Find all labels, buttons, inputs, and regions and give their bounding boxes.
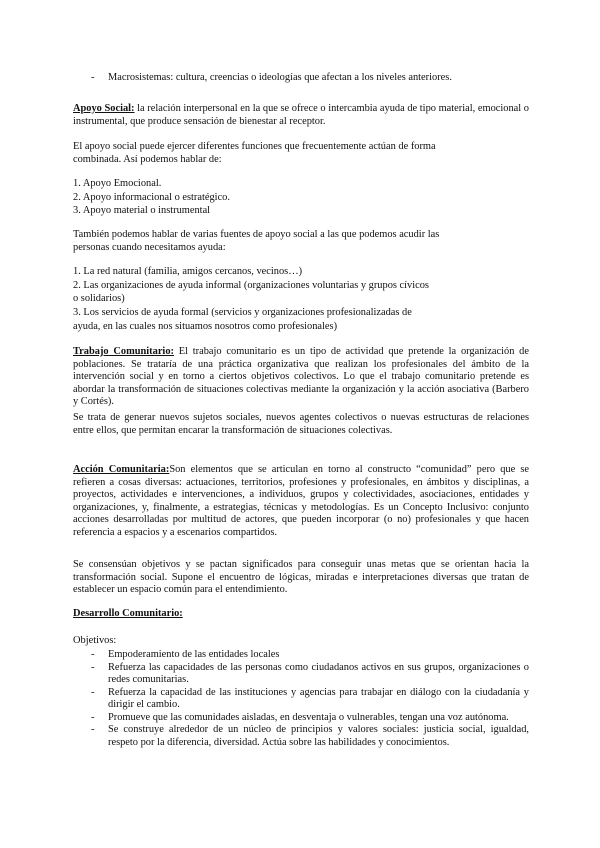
trabajo-comunitario-paragraph xyxy=(73,346,529,409)
objetivo-text: Empoderamiento de las entidades locales xyxy=(108,649,280,660)
list-item xyxy=(73,724,529,749)
objetivo-text: Se construye alrededor de un núcleo de principios y valores sociales: justicia social, igualdad, respeto por la diferencia, diversidad. Actúa sobre las habilidades y conocimientos. xyxy=(108,724,529,748)
functions-intro-line: El apoyo social puede ejercer diferentes funciones que frecuentemente actúan de forma xyxy=(73,141,436,152)
bullet-dash: - xyxy=(91,711,95,723)
list-item xyxy=(73,687,529,712)
macrosistemas-text: Macrosistemas: cultura, creencias o ideologías que afectan a los niveles anteriores. xyxy=(108,72,452,83)
list-item: 1. La red natural (familia, amigos cercanos, vecinos…) xyxy=(73,266,303,277)
bullet-dash: - xyxy=(91,72,95,83)
functions-intro-line: combinada. Así podemos hablar de: xyxy=(73,153,222,165)
objetivos-label: Objetivos: xyxy=(73,635,117,646)
bullet-dash: - xyxy=(91,661,95,673)
list-item xyxy=(73,662,529,687)
bullet-dash: - xyxy=(91,724,95,735)
list-item: 3. Los servicios de ayuda formal (servicios y organizaciones profesionalizadas de xyxy=(73,307,412,319)
bullet-dash: - xyxy=(91,686,95,698)
objetivo-text: Refuerza las capacidades de las personas como ciudadanos activos en sus grupos, organizaciones o redes comunitarias. xyxy=(108,661,529,685)
accion-comunitaria-heading: Acción Comunitaria: xyxy=(73,464,170,475)
trabajo-comunitario-paragraph-2 xyxy=(73,412,529,437)
trabajo-comunitario-text-2: Se trata de generar nuevos sujetos sociales, nuevos agentes colectivos o nuevas estructuras de relaciones entre ellos, que permitan encarar la transformación de situaciones colectivas. xyxy=(73,412,529,436)
macrosistemas-item xyxy=(73,72,529,85)
list-item: 2. Apoyo informacional o estratégico. xyxy=(73,191,230,203)
bullet-dash: - xyxy=(91,649,95,660)
accion-comunitaria-paragraph-2 xyxy=(73,559,529,597)
apoyo-sources-list xyxy=(73,265,529,334)
apoyo-sources-intro xyxy=(73,229,529,254)
list-item: 3. Apoyo material o instrumental xyxy=(73,205,211,216)
accion-comunitaria-text: Son elementos que se articulan en torno al constructo “comunidad” pero que se refieren a cosas diversas: actuaciones, territorios, profesiones y profesionales, en ámbitos y disciplinas, a proyectos, actividades e intervenciones, a individuos, grupos y colectividades, asociaciones, entidades y organizaciones, y, finalmente, a estrategias, técnicas y metodologías. Es un Concepto Inclusivo: conjunto acciones desarrolladas por multitud de actores, que pueden incorporar (o no) profesionales y que hacen referencia a espacios y a escenarios compartidos. xyxy=(73,464,529,538)
apoyo-functions-list xyxy=(73,177,529,218)
apoyo-social-definition xyxy=(73,103,529,128)
apoyo-social-text: la relación interpersonal en la que se ofrece o intercambia ayuda de tipo material, emocional o instrumental, que produce sensación de bienestar al receptor. xyxy=(73,103,529,127)
list-item: 2. Las organizaciones de ayuda informal (organizaciones voluntarias y grupos cívicos xyxy=(73,279,429,291)
objetivos-list xyxy=(73,649,529,749)
trabajo-comunitario-heading: Trabajo Comunitario: xyxy=(73,346,174,357)
sources-intro-line: También podemos hablar de varias fuentes de apoyo social a las que podemos acudir las xyxy=(73,229,440,240)
apoyo-social-heading: Apoyo Social: xyxy=(73,103,135,114)
sources-intro-line: personas cuando necesitamos ayuda: xyxy=(73,241,226,253)
objetivos-label-block xyxy=(73,635,529,648)
list-item: 1. Apoyo Emocional. xyxy=(73,178,162,189)
apoyo-functions-intro xyxy=(73,141,529,166)
desarrollo-comunitario-heading: Desarrollo Comunitario: xyxy=(73,608,183,619)
list-item xyxy=(73,649,529,662)
list-item: ayuda, en las cuales nos situamos nosotros como profesionales) xyxy=(73,320,338,332)
list-item: o solidarios) xyxy=(73,293,125,305)
accion-comunitaria-paragraph xyxy=(73,464,529,539)
list-item xyxy=(73,712,529,725)
accion-comunitaria-text-2: Se consensúan objetivos y se pactan significados para conseguir unas metas que se orientan hacia la transformación social. Supone el encuentro de lógicas, miradas e interpretaciones diversas que tratan de establecer un espacio común para el entendimiento. xyxy=(73,559,529,595)
trabajo-comunitario-text: El trabajo comunitario es un tipo de actividad que pretende la organización de poblaciones. Se trataría de una práctica organizativa que realizan los profesionales del ámbito de la intervención social y en torno a ciertos objetivos colectivos. Lo que el trabajo comunitario pretende es abordar la transformación de situaciones colectivas mediante la organización y la acción asociativa (Barbero y Cortés). xyxy=(73,346,529,407)
desarrollo-comunitario-heading-block xyxy=(73,608,529,621)
objetivo-text: Promueve que las comunidades aisladas, en desventaja o vulnerables, tengan una voz autónoma. xyxy=(108,711,509,723)
objetivo-text: Refuerza la capacidad de las instituciones y agencias para trabajar en diálogo con la ciudadanía y dirigir el cambio. xyxy=(108,686,529,710)
